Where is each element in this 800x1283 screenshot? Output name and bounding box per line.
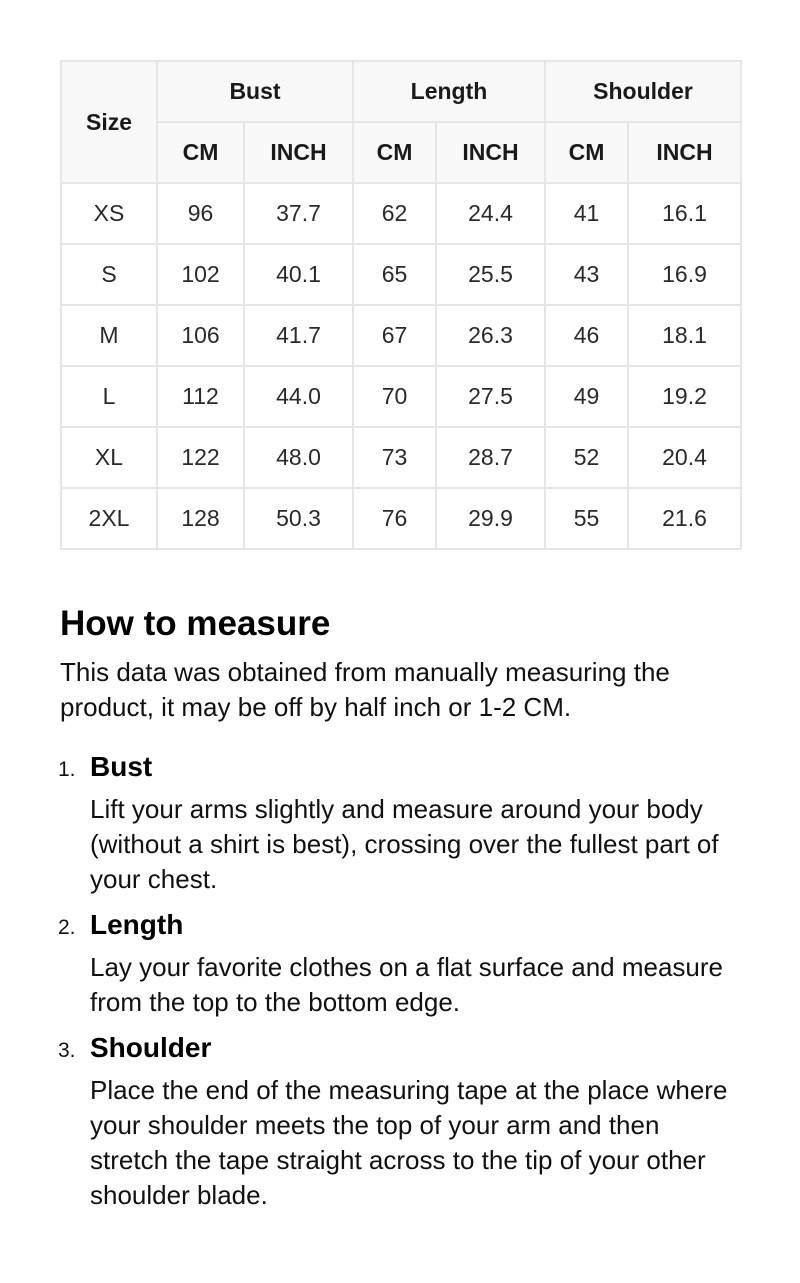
table-cell: 49 [545, 366, 628, 427]
list-item [60, 1029, 740, 1213]
step-number: 3. [58, 1039, 76, 1062]
table-cell: 122 [157, 427, 244, 488]
table-row [61, 305, 741, 366]
step-description: Lay your favorite clothes on a flat surface and measure from the top to the bottom edge. [90, 952, 724, 1017]
step-number: 1. [58, 758, 76, 781]
how-to-measure-heading: How to measure [60, 604, 331, 643]
table-cell: 43 [545, 244, 628, 305]
table-cell: 21.6 [628, 488, 741, 549]
size-cell: XS [61, 183, 157, 244]
size-cell: L [61, 366, 157, 427]
table-cell: 25.5 [436, 244, 545, 305]
step-number: 2. [58, 916, 76, 939]
table-cell: 112 [157, 366, 244, 427]
table-cell: 65 [353, 244, 436, 305]
list-item [60, 906, 740, 1020]
step-title: Bust [90, 751, 153, 782]
header-unit: INCH [436, 122, 545, 183]
table-cell: 76 [353, 488, 436, 549]
table-cell: 128 [157, 488, 244, 549]
header-row-units [61, 122, 741, 183]
table-cell: 28.7 [436, 427, 545, 488]
table-cell: 29.9 [436, 488, 545, 549]
size-cell: 2XL [61, 488, 157, 549]
table-cell: 102 [157, 244, 244, 305]
step-description: Place the end of the measuring tape at the place where your shoulder meets the top of your arm and then stretch the tape straight across to the tip of your other shoulder blade. [90, 1075, 728, 1210]
table-cell: 41 [545, 183, 628, 244]
header-group-bust: Bust [157, 61, 353, 122]
header-unit: CM [353, 122, 436, 183]
table-cell: 41.7 [244, 305, 353, 366]
table-cell: 55 [545, 488, 628, 549]
list-item [60, 748, 740, 897]
header-unit: INCH [244, 122, 353, 183]
table-cell: 52 [545, 427, 628, 488]
table-cell: 18.1 [628, 305, 741, 366]
table-row [61, 244, 741, 305]
table-cell: 44.0 [244, 366, 353, 427]
table-cell: 50.3 [244, 488, 353, 549]
measure-steps-list [60, 748, 740, 1213]
table-cell: 20.4 [628, 427, 741, 488]
table-cell: 16.1 [628, 183, 741, 244]
table-cell: 26.3 [436, 305, 545, 366]
table-body [61, 183, 741, 549]
table-header [61, 61, 741, 183]
table-cell: 19.2 [628, 366, 741, 427]
header-group-shoulder: Shoulder [545, 61, 741, 122]
table-cell: 16.9 [628, 244, 741, 305]
table-row [61, 488, 741, 549]
size-cell: S [61, 244, 157, 305]
size-guide [58, 60, 740, 1210]
step-title: Shoulder [90, 1032, 212, 1063]
header-unit: INCH [628, 122, 741, 183]
header-row-groups [61, 61, 741, 122]
table-cell: 24.4 [436, 183, 545, 244]
step-description: Lift your arms slightly and measure around your body (without a shirt is best), crossing over the fullest part of your chest. [90, 794, 719, 894]
header-group-length: Length [353, 61, 545, 122]
measure-intro-text: This data was obtained from manually measuring the product, it may be off by half inch or 1-2 CM. [60, 657, 670, 722]
step-title: Length [90, 909, 184, 940]
table-cell: 96 [157, 183, 244, 244]
table-cell: 73 [353, 427, 436, 488]
table-row [61, 366, 741, 427]
size-cell: M [61, 305, 157, 366]
header-unit: CM [545, 122, 628, 183]
table-cell: 46 [545, 305, 628, 366]
table-row [61, 183, 741, 244]
table-cell: 27.5 [436, 366, 545, 427]
table-cell: 62 [353, 183, 436, 244]
table-cell: 37.7 [244, 183, 353, 244]
table-cell: 106 [157, 305, 244, 366]
table-row [61, 427, 741, 488]
size-chart-table [60, 60, 742, 550]
table-cell: 67 [353, 305, 436, 366]
header-size: Size [61, 61, 157, 183]
header-unit: CM [157, 122, 244, 183]
table-cell: 70 [353, 366, 436, 427]
table-cell: 48.0 [244, 427, 353, 488]
table-cell: 40.1 [244, 244, 353, 305]
size-cell: XL [61, 427, 157, 488]
